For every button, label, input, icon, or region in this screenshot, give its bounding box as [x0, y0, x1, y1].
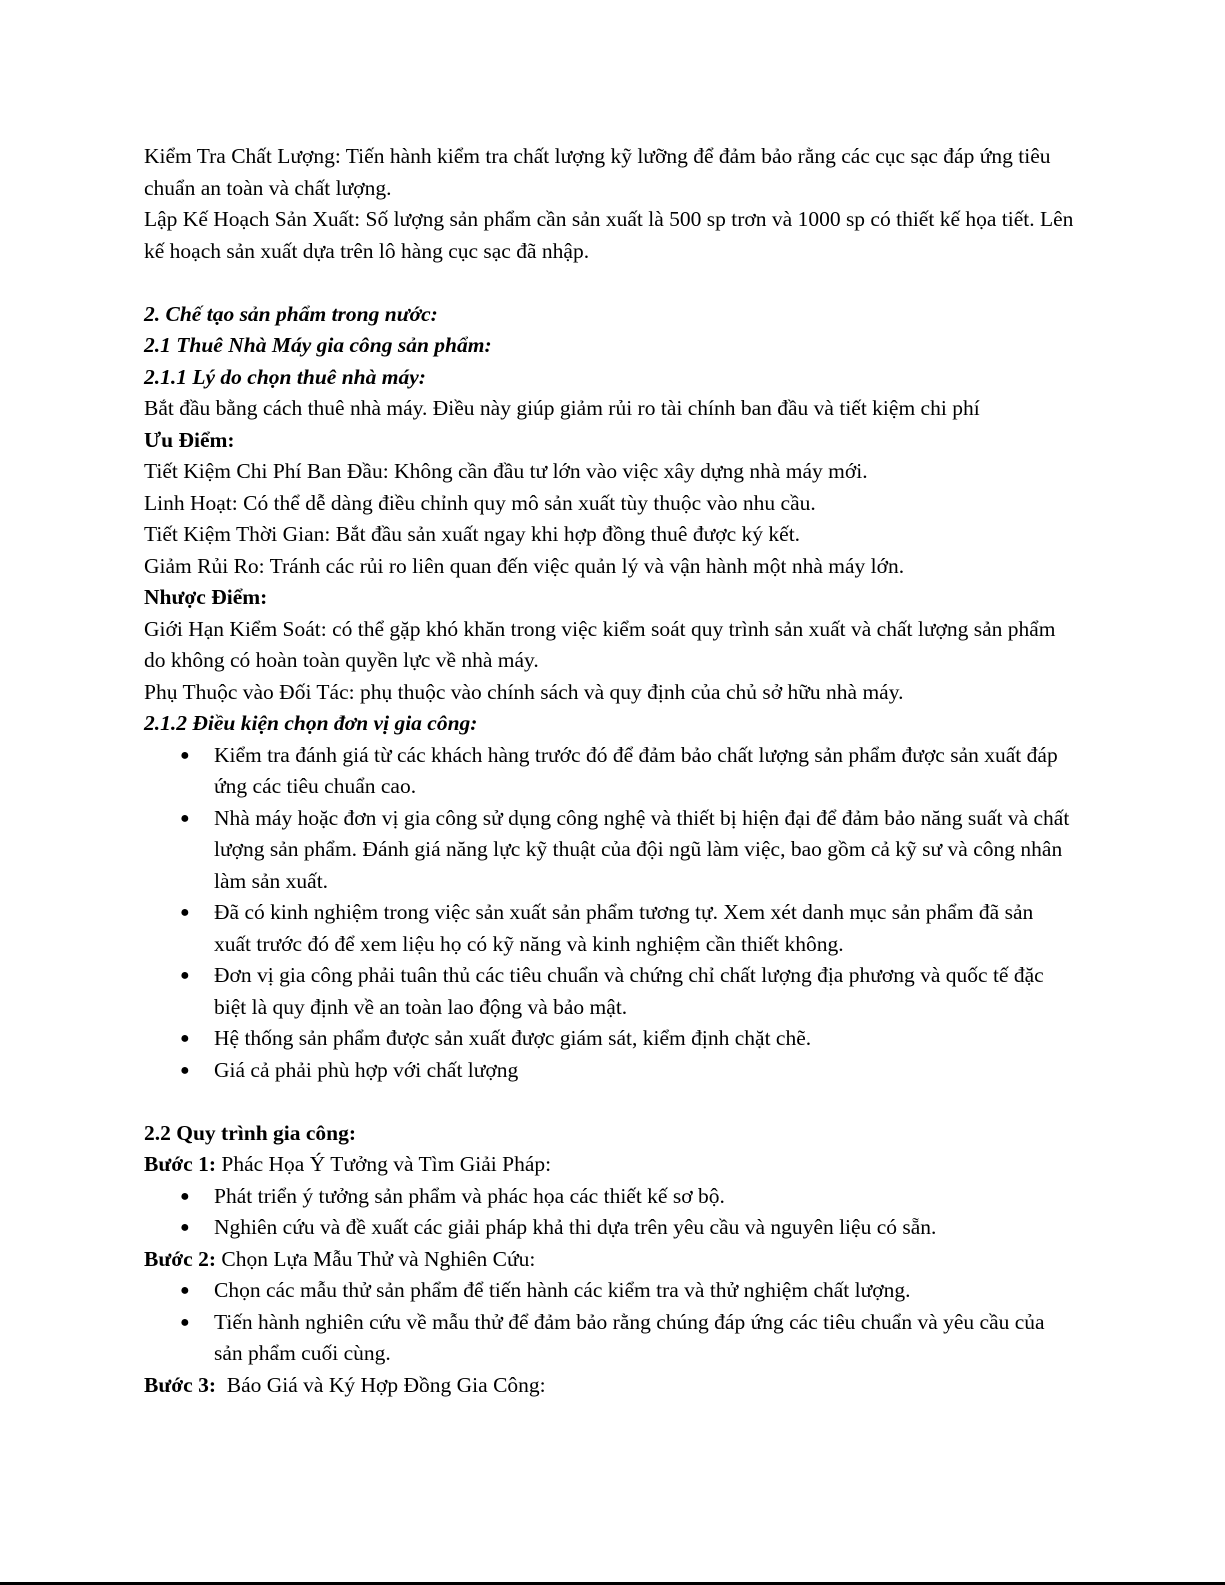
paragraph-kiem-tra: Kiểm Tra Chất Lượng: Tiến hành kiểm tra chất lượng kỹ lưỡng để đảm bảo rằng các cục sạc đáp ứng tiêu chuẩn an toàn và chất lượng.: [144, 144, 1051, 200]
step-title: Báo Giá và Ký Hợp Đồng Gia Công:: [215, 1372, 546, 1397]
spacer: [144, 267, 1074, 299]
list-item-text: Phát triển ý tưởng sản phẩm và phác họa các thiết kế sơ bộ.: [214, 1183, 725, 1208]
bullet-icon: ●: [180, 1061, 190, 1079]
heading-section-2-1-1: 2.1.1 Lý do chọn thuê nhà máy:: [144, 364, 426, 389]
label-nhuoc-diem: Nhược Điểm:: [144, 585, 268, 609]
list-item: [180, 1212, 1074, 1244]
label-uu-diem: Ưu Điểm:: [144, 427, 235, 452]
list-item-text: Giá cả phải phù hợp với chất lượng: [214, 1057, 519, 1082]
uu-diem-item: Tiết Kiệm Chi Phí Ban Đầu: Không cần đầu tư lớn vào việc xây dựng nhà máy mới.: [144, 459, 868, 483]
step-label: Bước 2:: [144, 1246, 216, 1271]
uu-diem-item: Linh Hoạt: Có thể dễ dàng điều chỉnh quy mô sản xuất tùy thuộc vào nhu cầu.: [144, 490, 816, 515]
document-page: [144, 141, 1074, 1401]
nhuoc-diem-item: Giới Hạn Kiểm Soát: có thể gặp khó khăn trong việc kiểm soát quy trình sản xuất và chất lượng sản phẩm do không có hoàn toàn quyền lực về nhà máy.: [144, 616, 1056, 672]
heading-section-2: 2. Chế tạo sản phẩm trong nước:: [144, 301, 438, 326]
nhuoc-diem-item: Phụ Thuộc vào Đối Tác: phụ thuộc vào chính sách và quy định của chủ sở hữu nhà máy.: [144, 679, 904, 704]
bullet-icon: ●: [180, 746, 190, 764]
step-label: Bước 1:: [144, 1152, 216, 1176]
uu-diem-item: Giảm Rủi Ro: Tránh các rủi ro liên quan đến việc quản lý và vận hành một nhà máy lớn.: [144, 553, 905, 578]
bullet-icon: ●: [180, 1187, 190, 1205]
list-item: [180, 1181, 1074, 1213]
uu-diem-item: Tiết Kiệm Thời Gian: Bắt đầu sản xuất ngay khi hợp đồng thuê được ký kết.: [144, 522, 801, 546]
list-item-text: Đã có kinh nghiệm trong việc sản xuất sản phẩm tương tự. Xem xét danh mục sản phẩm đã sản xuất trước đó để xem liệu họ có kỹ năng và kinh nghiệm cần thiết không.: [214, 900, 1034, 956]
heading-section-2-1-2: 2.1.2 Điều kiện chọn đơn vị gia công:: [144, 711, 478, 735]
bullet-icon: ●: [180, 809, 190, 827]
bullet-icon: ●: [180, 1219, 190, 1236]
list-item: [180, 1275, 1074, 1307]
bullet-icon: ●: [180, 904, 190, 921]
list-item: [180, 960, 1074, 1023]
bullet-icon: ●: [180, 1030, 190, 1047]
list-item: [180, 740, 1074, 803]
paragraph-lap-ke-hoach: Lập Kế Hoạch Sản Xuất: Số lượng sản phẩm cần sản xuất là 500 sp trơn và 1000 sp có thiết kế họa tiết. Lên kế hoạch sản xuất dựa trên lô hàng cục sạc đã nhập.: [144, 207, 1074, 263]
step-1: [144, 1149, 1074, 1181]
list-item: [180, 1023, 1074, 1055]
list-item: [180, 803, 1074, 898]
list-item-text: Đơn vị gia công phải tuân thủ các tiêu chuẩn và chứng chỉ chất lượng địa phương và quốc tế đặc biệt là quy định về an toàn lao động và bảo mật.: [214, 963, 1044, 1019]
spacer: [144, 1086, 1074, 1118]
step-2: [144, 1244, 1074, 1276]
step-title: Phác Họa Ý Tưởng và Tìm Giải Pháp:: [215, 1152, 552, 1176]
dieu-kien-list: [144, 740, 1074, 1087]
step-2-list: [144, 1275, 1074, 1370]
list-item-text: Tiến hành nghiên cứu về mẫu thử để đảm bảo rằng chúng đáp ứng các tiêu chuẩn và yêu cầu của sản phẩm cuối cùng.: [214, 1309, 1045, 1365]
list-item-text: Nghiên cứu và đề xuất các giải pháp khả thi dựa trên yêu cầu và nguyên liệu có sẵn.: [214, 1215, 937, 1239]
bullet-icon: ●: [180, 967, 190, 984]
step-1-list: [144, 1181, 1074, 1244]
heading-section-2-2: 2.2 Quy trình gia công:: [144, 1120, 357, 1145]
list-item: [180, 897, 1074, 960]
list-item-text: Nhà máy hoặc đơn vị gia công sử dụng công nghệ và thiết bị hiện đại để đảm bảo năng suất và chất lượng sản phẩm. Đánh giá năng lực kỹ thuật của đội ngũ làm việc, bao gồm cả kỹ sư và công nhân làm sản xuất.: [214, 805, 1070, 893]
bullet-icon: ●: [180, 1313, 190, 1331]
paragraph-thue-nha-may: Bắt đầu bằng cách thuê nhà máy. Điều này giúp giảm rủi ro tài chính ban đầu và tiết kiệm chi phí: [144, 396, 980, 420]
bullet-icon: ●: [180, 1282, 190, 1299]
list-item-text: Kiểm tra đánh giá từ các khách hàng trước đó để đảm bảo chất lượng sản phẩm được sản xuất đáp ứng các tiêu chuẩn cao.: [214, 742, 1058, 798]
step-3: [144, 1370, 1074, 1402]
list-item-text: Chọn các mẫu thử sản phẩm để tiến hành các kiểm tra và thử nghiệm chất lượng.: [214, 1278, 911, 1302]
list-item: [180, 1055, 1074, 1087]
list-item-text: Hệ thống sản phẩm được sản xuất được giám sát, kiểm định chặt chẽ.: [214, 1026, 812, 1050]
step-label: Bước 3:: [144, 1372, 216, 1397]
step-title: Chọn Lựa Mẫu Thử và Nghiên Cứu:: [215, 1246, 536, 1271]
heading-section-2-1: 2.1 Thuê Nhà Máy gia công sản phẩm:: [144, 333, 492, 357]
list-item: [180, 1307, 1074, 1370]
